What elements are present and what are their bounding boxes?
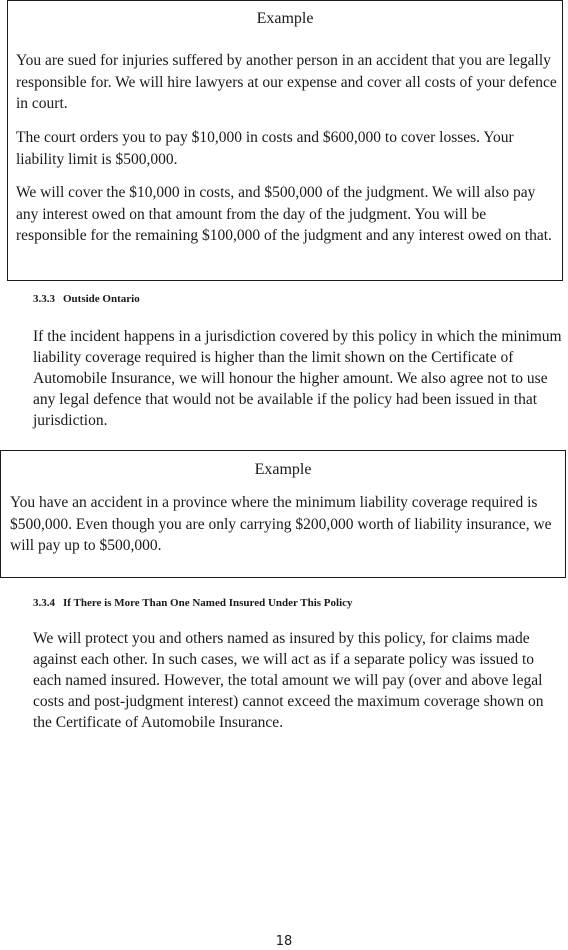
- section-body-outside-ontario: If the incident happens in a jurisdiction covered by this policy in which the minimum liability coverage required is higher than the limit shown on the Certificate of Automobile Insurance, we will honour the higher amount. We also agree not to use any legal defence that would not be available if the policy had been issued in that jurisdiction.: [33, 328, 562, 429]
- example-paragraph: You have an accident in a province where the minimum liability coverage required is $500,000. Even though you are only carrying $200,000 worth of liability insurance, we will pay up to $500,000.: [10, 494, 552, 554]
- example-paragraph: We will cover the $10,000 in costs, and $500,000 of the judgment. We will also pay any interest owed on that amount from the day of the judgment. You will be responsible for the remaining $100,000 of the judgment and any interest owed on that.: [16, 184, 552, 244]
- section-title: If There is More Than One Named Insured Under This Policy: [63, 597, 353, 609]
- example-box-liability: [7, 0, 563, 281]
- page-number: 18: [275, 934, 293, 949]
- section-heading-more-than-one-insured: [33, 596, 353, 610]
- example-box-province: [0, 450, 566, 578]
- section-body-more-than-one-insured: We will protect you and others named as insured by this policy, for claims made against each other. In such cases, we will act as if a separate policy was issued to each named insured. However, the total amount we will pay (over and above legal costs and post-judgment interest) cannot exceed the maximum coverage shown on the Certificate of Automobile Insurance.: [33, 630, 544, 731]
- section-heading-outside-ontario: [33, 292, 140, 306]
- example-paragraph: You are sued for injuries suffered by another person in an accident that you are legally responsible for. We will hire lawyers at our expense and cover all costs of your defence in court.: [16, 52, 557, 112]
- section-number: 3.3.4: [33, 597, 55, 609]
- section-title: Outside Ontario: [63, 293, 140, 305]
- section-number: 3.3.3: [33, 293, 55, 305]
- example-title: Example: [254, 461, 312, 478]
- example-title: Example: [256, 10, 314, 27]
- example-paragraph: The court orders you to pay $10,000 in costs and $600,000 to cover losses. Your liability limit is $500,000.: [16, 129, 514, 168]
